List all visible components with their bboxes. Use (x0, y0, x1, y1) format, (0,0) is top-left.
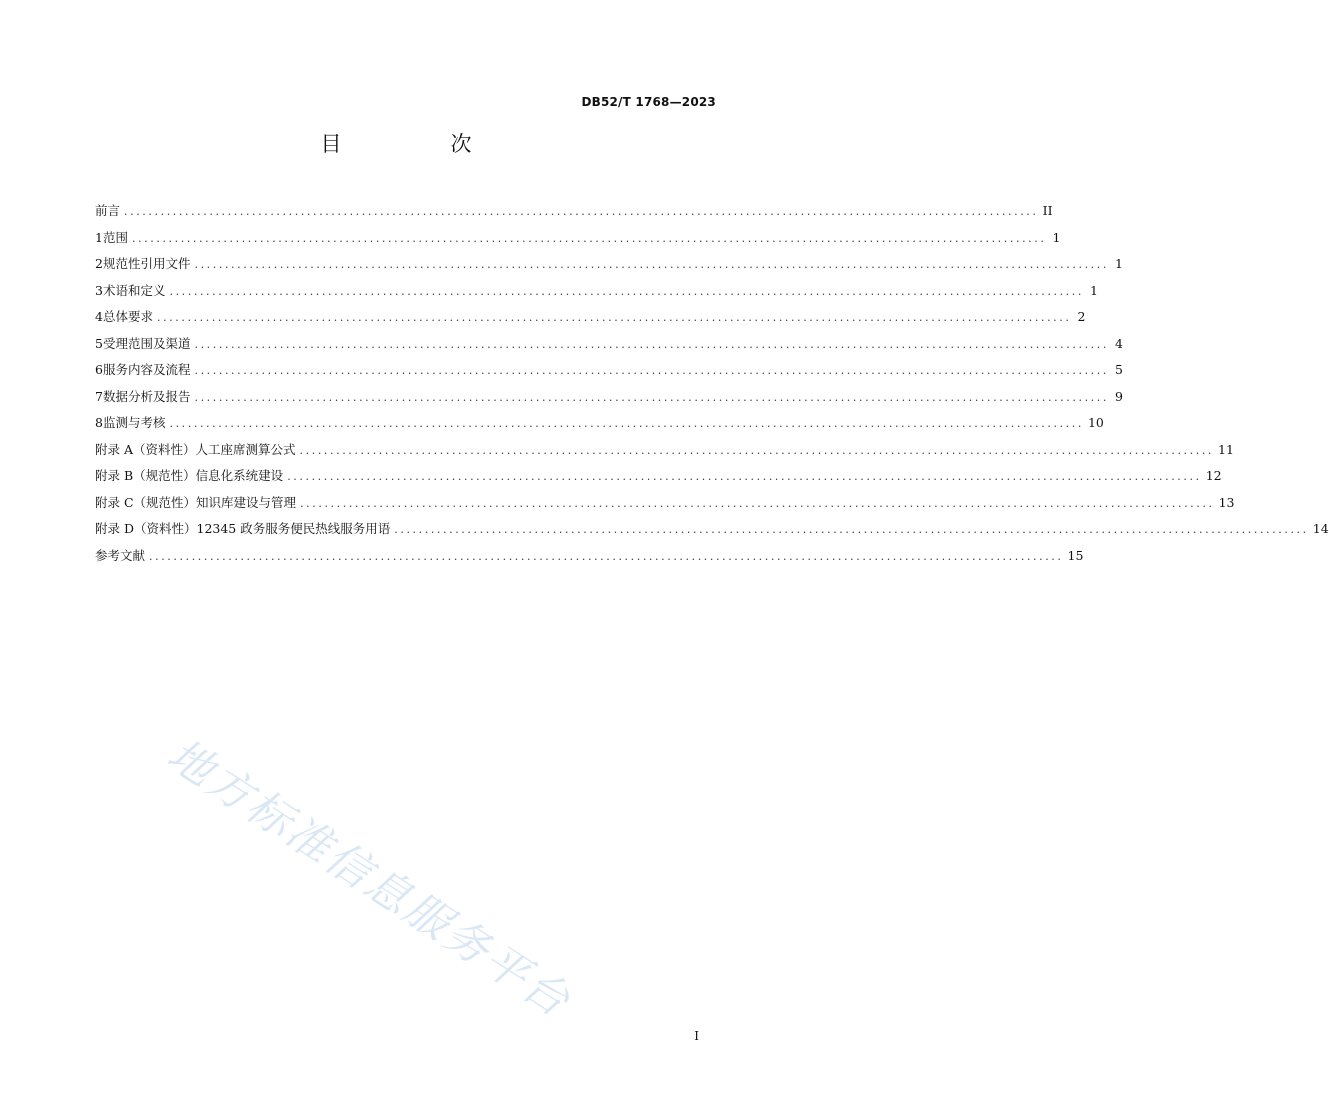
toc-entry-label: 规范性引用文件 (102, 256, 191, 271)
toc-entry-annex-b[interactable] (95, 463, 1222, 490)
toc-entry-label: 术语和定义 (102, 282, 166, 298)
toc-entry-number: 2 (95, 256, 103, 271)
toc-entry-page: 1 (1090, 282, 1098, 298)
toc-leader: ...................................................................................................................................................... (394, 523, 1309, 536)
toc-entry-page: 1 (1115, 256, 1123, 271)
toc-entry-page: 4 (1115, 335, 1123, 351)
toc-entry-monitoring[interactable] (95, 410, 1104, 437)
toc-entry-bibliography[interactable] (95, 543, 1084, 570)
toc-entry-page: 12 (1205, 468, 1222, 483)
toc-leader: ...................................................................................................................................................... (194, 364, 1109, 377)
toc-entry-number: 附录 A（资料性） (95, 441, 196, 457)
toc-entry-label: 前言 (95, 203, 121, 218)
toc-entry-acceptance-scope[interactable] (95, 331, 1123, 358)
page-number: I (694, 1029, 699, 1043)
document-code: DB52/T 1768—2023 (581, 95, 716, 109)
toc-leader: ...................................................................................................................................................... (194, 390, 1109, 404)
toc-entry-foreword[interactable] (95, 198, 1053, 225)
toc-leader: ...................................................................................................................................................... (124, 205, 1039, 218)
toc-entry-data-analysis[interactable] (95, 384, 1123, 411)
toc-entry-page: 1 (1052, 229, 1061, 245)
toc-entry-number: 3 (95, 282, 103, 298)
toc-entry-page: 11 (1218, 441, 1234, 457)
toc-entry-page: II (1042, 203, 1053, 218)
toc-entry-number: 附录 D（资料性） (95, 521, 197, 536)
toc-entry-number: 7 (95, 388, 103, 404)
toc-leader: ...................................................................................................................................................... (300, 496, 1215, 510)
toc-entry-label: 参考文献 (95, 547, 146, 563)
toc-entry-label: 总体要求 (102, 309, 153, 324)
toc-entry-page: 2 (1077, 309, 1086, 324)
toc-entry-label: 数据分析及报告 (102, 388, 191, 404)
toc-entry-annex-c[interactable] (95, 490, 1235, 517)
toc-entry-label: 信息化系统建设 (195, 468, 284, 483)
toc-entry-label: 服务内容及流程 (102, 362, 191, 377)
toc-entry-number: 6 (95, 362, 103, 377)
toc-entry-page: 14 (1312, 521, 1329, 536)
toc-entry-page: 15 (1067, 547, 1084, 563)
toc-entry-annex-a[interactable] (95, 437, 1234, 464)
toc-entry-number: 8 (95, 415, 103, 430)
toc-entry-label: 监测与考核 (102, 415, 166, 430)
toc-leader: ...................................................................................................................................................... (299, 443, 1215, 457)
toc-leader: ...................................................................................................................................................... (149, 549, 1064, 563)
toc-entry-label: 知识库建设与管理 (196, 494, 297, 510)
toc-entry-label: 人工座席测算公式 (195, 441, 296, 457)
toc-leader: ...................................................................................................................................................... (156, 311, 1072, 324)
toc-entry-number: 附录 C（规范性） (95, 494, 197, 510)
toc-leader: ...................................................................................................................................................... (194, 258, 1109, 271)
toc-entry-page: 10 (1087, 415, 1104, 430)
toc-title: 目 次 (320, 132, 516, 156)
toc-entry-service-content[interactable] (95, 357, 1123, 384)
toc-entry-label: 范围 (102, 229, 128, 245)
toc-entry-number: 1 (95, 229, 103, 245)
toc-entry-label: 12345 政务服务便民热线服务用语 (196, 521, 391, 536)
toc-entry-number: 5 (95, 335, 103, 351)
toc-entry-general-requirements[interactable] (95, 304, 1086, 331)
toc-entry-page: 5 (1115, 362, 1123, 377)
toc-entry-terms[interactable] (95, 278, 1098, 305)
toc-list (95, 198, 1329, 569)
toc-entry-scope[interactable] (95, 225, 1061, 252)
toc-entry-number: 4 (95, 309, 103, 324)
toc-leader: ...................................................................................................................................................... (169, 284, 1084, 298)
toc-leader: ...................................................................................................................................................... (131, 231, 1047, 245)
toc-entry-annex-d[interactable] (95, 516, 1329, 543)
toc-leader: ...................................................................................................................................................... (169, 417, 1084, 430)
toc-entry-normative-references[interactable] (95, 251, 1123, 278)
watermark: 地方标准信息服务平台 (158, 729, 581, 1028)
toc-entry-page: 9 (1115, 388, 1123, 404)
toc-leader: ...................................................................................................................................................... (287, 470, 1202, 483)
toc-entry-label: 受理范围及渠道 (102, 335, 191, 351)
toc-leader: ...................................................................................................................................................... (194, 337, 1109, 351)
toc-entry-page: 13 (1218, 494, 1235, 510)
toc-entry-number: 附录 B（规范性） (95, 468, 196, 483)
